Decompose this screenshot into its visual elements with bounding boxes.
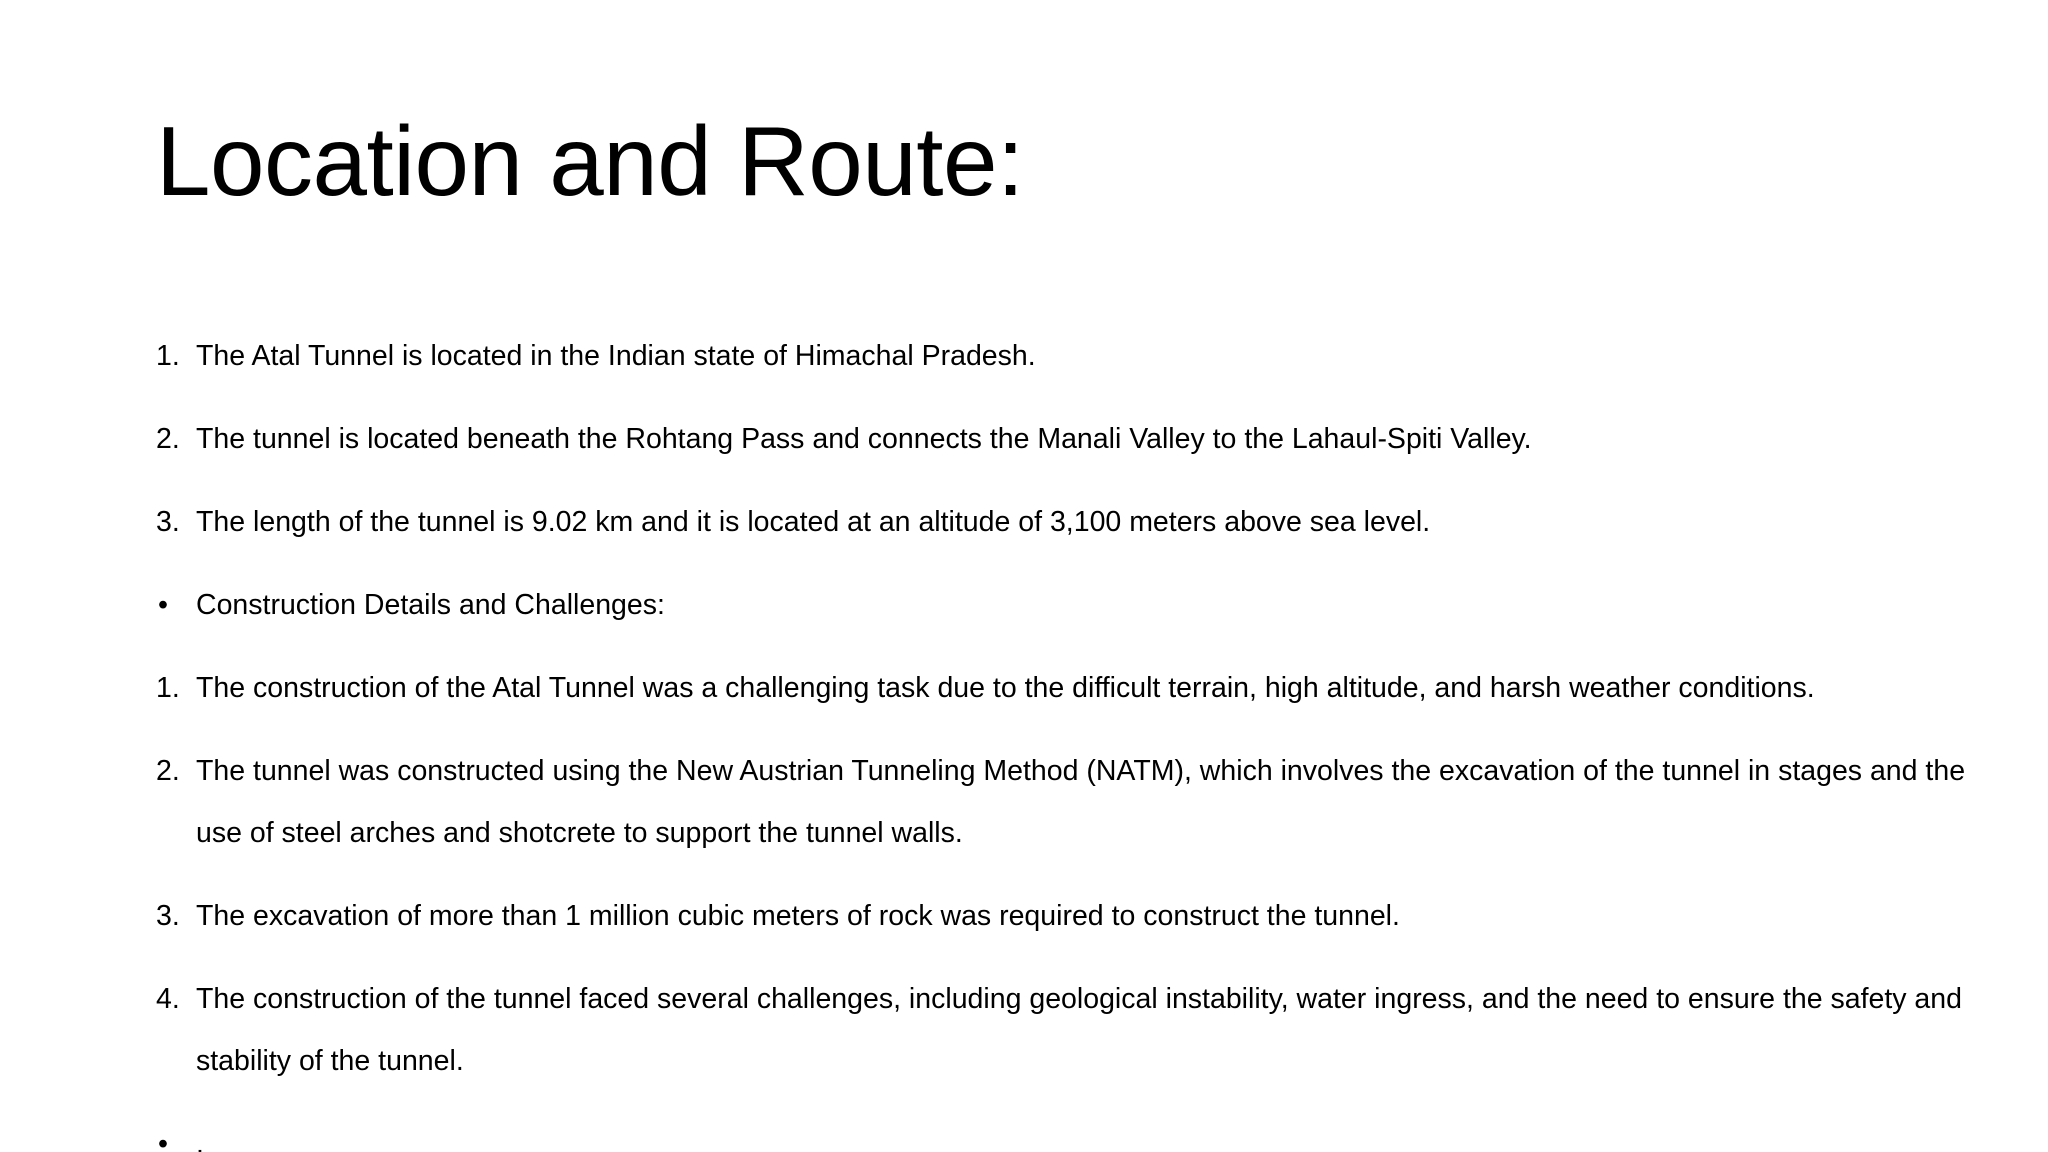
list-item <box>156 1113 2016 1152</box>
list-item-text: The construction of the tunnel faced several challenges, including geological instability, water ingress, and the need to ensure the safety and stability of the tunnel. <box>196 983 1962 1077</box>
list-item <box>156 657 2016 719</box>
list-item-text: The construction of the Atal Tunnel was a challenging task due to the difficult terrain, high altitude, and harsh weather conditions. <box>196 672 1815 704</box>
list-item-text: The length of the tunnel is 9.02 km and it is located at an altitude of 3,100 meters above sea level. <box>196 506 1431 538</box>
bullet-marker: • <box>158 1128 168 1152</box>
list-item <box>156 740 2016 864</box>
list-marker: 1. <box>156 672 180 704</box>
list-item-text: The Atal Tunnel is located in the Indian state of Himachal Pradesh. <box>196 340 1036 372</box>
list-item-text: The excavation of more than 1 million cubic meters of rock was required to construct the tunnel. <box>196 900 1400 932</box>
list-marker: 3. <box>156 506 180 538</box>
list-item <box>156 574 2016 636</box>
list-item-text: . <box>196 1128 204 1152</box>
list-item-text: The tunnel is located beneath the Rohtang Pass and connects the Manali Valley to the Lahaul-Spiti Valley. <box>196 423 1532 455</box>
list-marker: 3. <box>156 900 180 932</box>
list-item <box>156 491 2016 553</box>
list-marker: 1. <box>156 340 180 372</box>
list-marker: 4. <box>156 983 180 1015</box>
list-item <box>156 325 2016 387</box>
content-list <box>156 325 2016 1152</box>
bullet-marker: • <box>158 589 168 621</box>
list-item <box>156 885 2016 947</box>
list-item <box>156 408 2016 470</box>
list-marker: 2. <box>156 423 180 455</box>
list-item-text: The tunnel was constructed using the New Austrian Tunneling Method (NATM), which involves the excavation of the tunnel in stages and the use of steel arches and shotcrete to support the tunnel walls. <box>196 755 1966 849</box>
list-item <box>156 968 2016 1092</box>
list-marker: 2. <box>156 755 180 787</box>
list-item-text: Construction Details and Challenges: <box>196 589 665 621</box>
slide-title: Location and Route: <box>156 106 1024 216</box>
